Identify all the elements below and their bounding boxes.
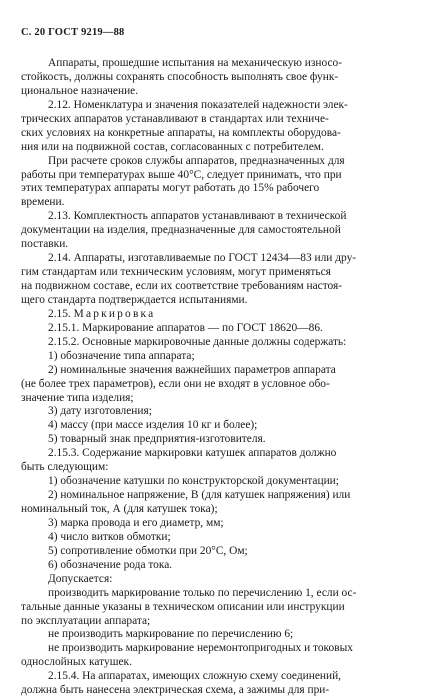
text-line: ния или на подвижной состав, согласованных с потребителем. [21, 140, 324, 153]
text-line: 2.15.1. Маркирование аппаратов — по ГОСТ 18620—86. [48, 321, 323, 334]
text-line: поставки. [21, 238, 69, 251]
text-line: работы при температурах выше 40°С, следует принимать, что при [21, 168, 342, 181]
text-line: 2) номинальные значения важнейших параметров аппарата [48, 363, 336, 376]
section-heading: Маркировка [73, 307, 156, 320]
text-line: трических аппаратов устанавливают в стандартах или техниче- [21, 112, 329, 125]
text-line: 5) товарный знак предприятия-изготовителя. [48, 433, 266, 446]
text-line: 2.15.2. Основные маркировочные данные должны содержать: [48, 335, 347, 348]
text-line: 2.14. Аппараты, изготавливаемые по ГОСТ 12434—83 или дру- [48, 252, 357, 265]
text-line: 2.13. Комплектность аппаратов устанавливают в технической [48, 210, 347, 223]
text-line: 4) массу (при массе изделия 10 кг и более); [48, 419, 258, 432]
text-line: 1) обозначение типа аппарата; [48, 349, 195, 362]
text-line: 6) обозначение рода тока. [48, 558, 173, 571]
text-line: не производить маркирование неремонтопригодных и токовых [48, 642, 353, 655]
text-line: При расчете сроков службы аппаратов, предназначенных для [48, 154, 345, 167]
text-line: тальные данные указаны в техническом описании или инструкции [21, 600, 345, 613]
text-line: 2) номинальное напряжение, В (для катушек напряжения) или [48, 489, 351, 502]
text-line: по эксплуатации аппарата; [21, 614, 151, 627]
text-line: однослойных катушек. [21, 656, 132, 669]
text-line [21, 308, 408, 322]
text-line: (не более трех параметров), если они не входят в условное обо- [21, 377, 330, 390]
text-line: 5) сопротивление обмотки при 20°С, Ом; [48, 544, 248, 557]
text-line: 2.15.3. Содержание маркировки катушек аппаратов должно [48, 447, 337, 460]
text-line: значение типа изделия; [21, 391, 134, 404]
page-header: С. 20 ГОСТ 9219—88 [21, 27, 125, 38]
text-line: щего стандарта подтверждается испытаниями. [21, 293, 248, 306]
text-line: 3) дату изготовления; [48, 405, 152, 418]
text-line: циональное назначение. [21, 84, 139, 97]
text-line: Аппараты, прошедшие испытания на механическую износо- [48, 57, 343, 69]
text-line: 2.15.4. На аппаратах, имеющих сложную схему соединений, [48, 670, 342, 683]
text-line: быть следующим: [21, 461, 109, 474]
text-line: стойкость, должны сохранять способность выполнять свое функ- [21, 70, 339, 83]
text-line: 2.12. Номенклатура и значения показателей надежности элек- [48, 98, 348, 111]
text-line: производить маркирование только по перечислению 1, если ос- [48, 586, 357, 599]
text-line: Допускается: [48, 572, 113, 585]
text-line: не производить маркирование по перечислению 6; [48, 628, 294, 641]
text-line: времени. [21, 196, 65, 209]
text-line: должна быть нанесена электрическая схема, а зажимы для при- [21, 684, 330, 697]
text-line: на подвижном составе, если их соответствие требованиям настоя- [21, 280, 343, 292]
section-number: 2.15. [48, 307, 74, 320]
text-line: ских условиях на конкретные аппараты, на комплекты оборудова- [21, 126, 341, 139]
text-line: документации на изделия, предназначенные для самостоятельной [21, 224, 341, 237]
text-line: этих температурах аппараты могут работать до 15% рабочего [21, 182, 320, 195]
text-line: номинальный ток, А (для катушек тока); [21, 503, 218, 515]
text-line: 1) обозначение катушки по конструкторской документации; [48, 475, 339, 488]
text-line: 3) марка провода и его диаметр, мм; [48, 516, 224, 529]
text-line: 4) число витков обмотки; [48, 530, 171, 543]
text-line: гим стандартам или техническим условиям, могут применяться [21, 266, 331, 279]
document-body [21, 57, 408, 698]
